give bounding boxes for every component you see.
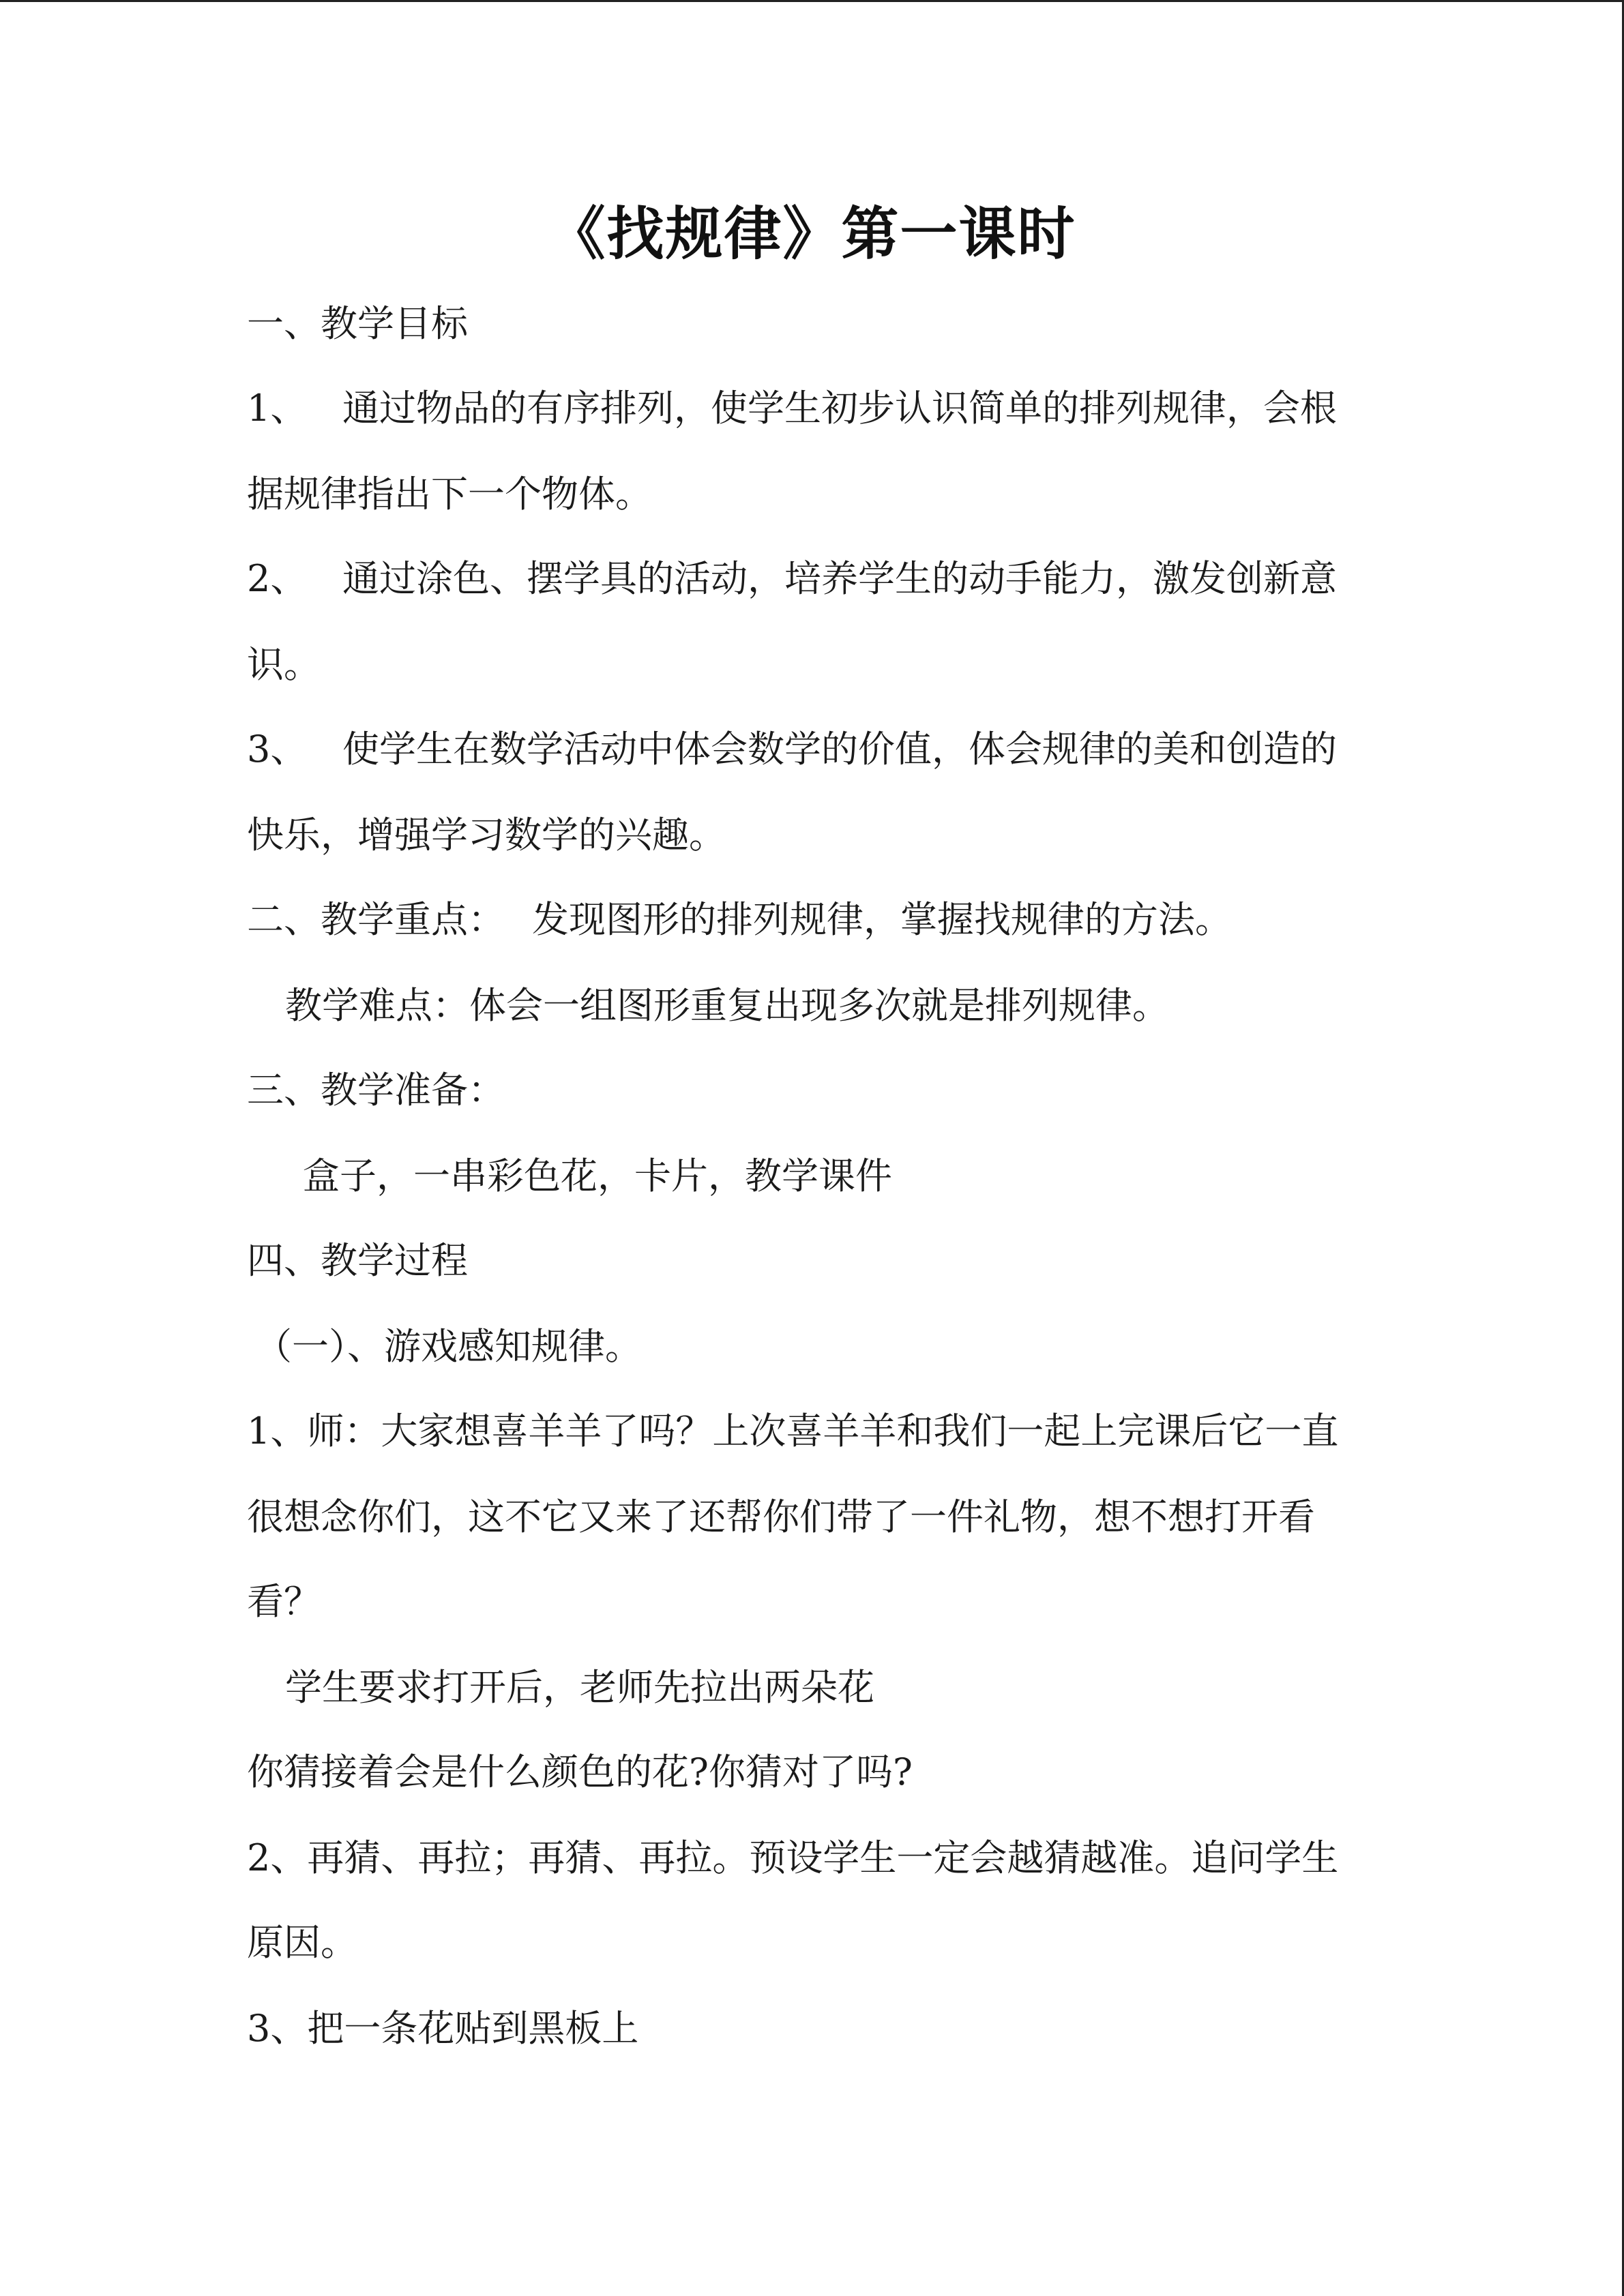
objective-2-line-1 xyxy=(247,555,1337,603)
key-points-line xyxy=(247,896,1232,944)
objective-2-text: 通过涂色、摆学具的活动，培养学生的动手能力，激发创新意 xyxy=(342,557,1337,600)
paragraph-3: 你猜接着会是什么颜色的花?你猜对了吗? xyxy=(247,1750,913,1793)
key-points-text: 发现图形的排列规律，掌握找规律的方法。 xyxy=(532,898,1232,941)
paragraph-4-line-2: 原因。 xyxy=(247,1921,357,1964)
objective-1-line-2: 据规律指出下一个物体。 xyxy=(247,473,652,516)
objective-3-line-2: 快乐，增强学习数学的兴趣。 xyxy=(247,814,726,856)
key-points-label: 二、教学重点： xyxy=(247,898,505,941)
paragraph-1-line-2: 很想念你们，这不它又来了还帮你们带了一件礼物，想不想打开看 xyxy=(247,1495,1315,1538)
paragraph-5: 3、把一条花贴到黑板上 xyxy=(247,2007,639,2050)
materials-line: 盒子，一串彩色花，卡片，教学课件 xyxy=(303,1154,892,1197)
objective-1-line-1 xyxy=(247,385,1337,432)
objective-3-line-1 xyxy=(247,726,1337,773)
section-heading-objectives: 一、教学目标 xyxy=(247,302,468,345)
objective-3-text: 使学生在数学活动中体会数学的价值，体会规律的美和创造的 xyxy=(342,728,1337,771)
objective-1-text: 通过物品的有序排列，使学生初步认识简单的排列规律，会根 xyxy=(342,387,1337,430)
paragraph-2: 学生要求打开后，老师先拉出两朵花 xyxy=(285,1666,874,1709)
difficulty-line: 教学难点：体会一组图形重复出现多次就是排列规律。 xyxy=(285,984,1169,1027)
section-heading-preparation: 三、教学准备： xyxy=(247,1069,505,1112)
document-title: 《找规律》第一课时 xyxy=(548,200,1076,267)
objective-2-number: 2、 xyxy=(247,557,308,600)
objective-3-number: 3、 xyxy=(247,728,308,771)
objective-2-line-2: 识。 xyxy=(247,643,321,686)
paragraph-4-line-1: 2、再猜、再拉；再猜、再拉。预设学生一定会越猜越准。追问学生 xyxy=(247,1836,1339,1879)
section-heading-process: 四、教学过程 xyxy=(247,1239,468,1282)
paragraph-1-line-3: 看？ xyxy=(247,1580,321,1623)
paragraph-1-line-1: 1、师：大家想喜羊羊了吗？上次喜羊羊和我们一起上完课后它一直 xyxy=(247,1410,1339,1452)
page-border-top xyxy=(0,0,1624,2)
objective-1-number: 1、 xyxy=(247,387,308,430)
subsection-heading-game: （一）、游戏感知规律。 xyxy=(255,1325,642,1368)
